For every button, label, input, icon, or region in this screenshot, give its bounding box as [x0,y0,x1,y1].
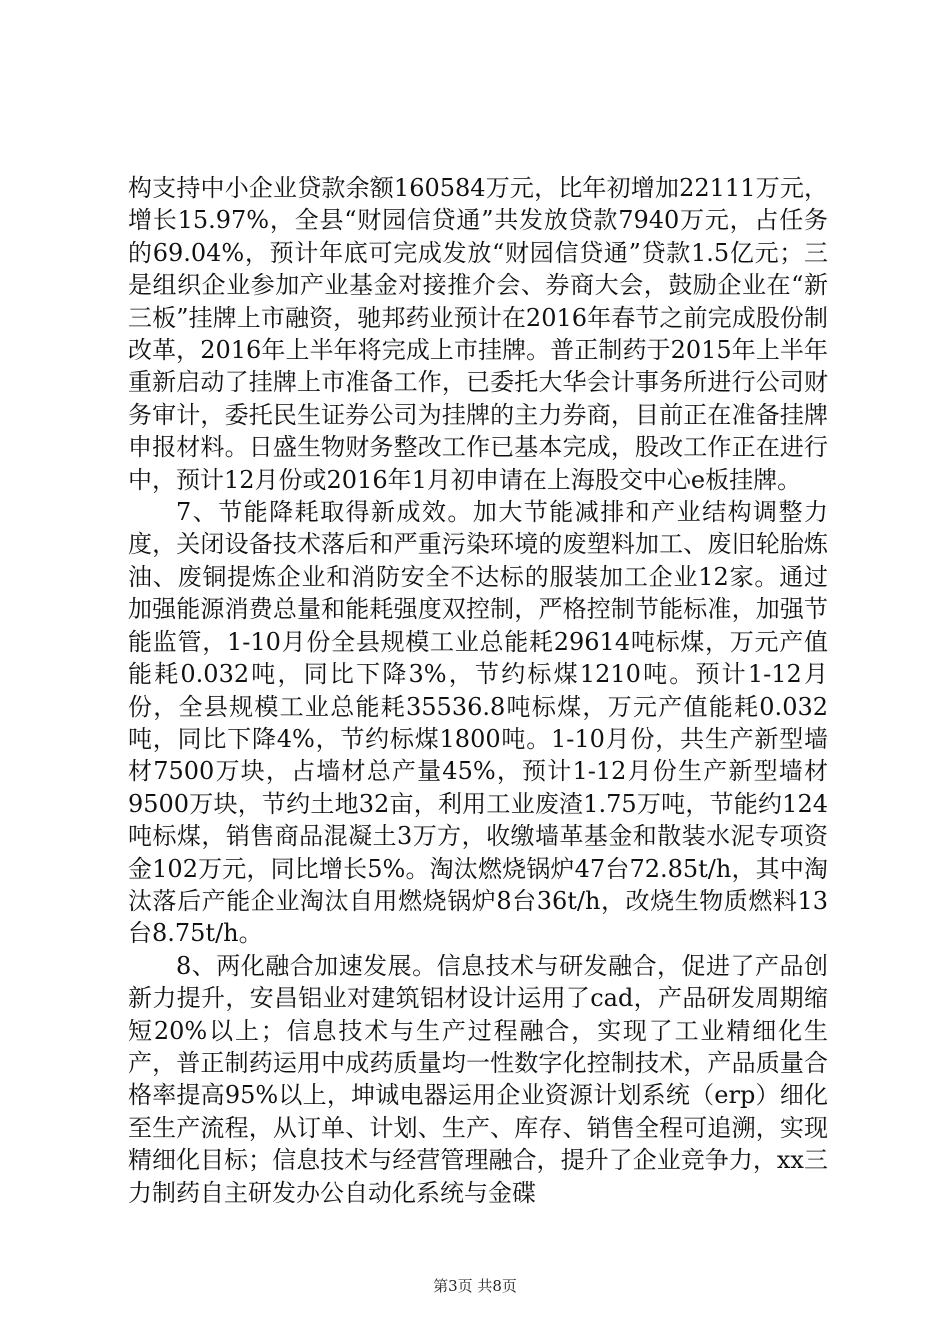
paragraph-energy-saving: 7、节能降耗取得新成效。加大节能减排和产业结构调整力度，关闭设备技术落后和严重污染环境的废塑料加工、废旧轮胎炼油、废铜提炼企业和消防安全不达标的服装加工企业12家。通过加强能源消费总量和能耗强度双控制，严格控制节能标准，加强节能监管，1-10月份全县规模工业总能耗29614吨标煤，万元产值能耗0.032吨，同比下降3%，节约标煤1210吨。预计1-12月份，全县规模工业总能耗35536.8吨标煤，万元产值能耗0.032吨，同比下降4%，节约标煤1800吨。1-10月份，共生产新型墙材7500万块，占墙材总产量45%，预计1-12月份生产新型墙材9500万块，节约土地32亩，利用工业废渣1.75万吨，节能约124吨标煤，销售商品混凝土3万方，收缴墙革基金和散装水泥专项资金102万元，同比增长5%。淘汰燃烧锅炉47台72.85t/h，其中淘汰落后产能企业淘汰自用燃烧锅炉8台36t/h，改烧生物质燃料13台8.75t/h。 [128,498,828,948]
paragraph-informatization: 8、两化融合加速发展。信息技术与研发融合，促进了产品创新力提升，安昌铝业对建筑铝材设计运用了cad，产品研发周期缩短20%以上；信息技术与生产过程融合，实现了工业精细化生产，普正制药运用中成药质量均一性数字化控制技术，产品质量合格率提高95%以上，坤诚电器运用企业资源计划系统（erp）细化至生产流程，从订单、计划、生产、库存、销售全程可追溯，实现精细化目标；信息技术与经营管理融合，提升了企业竞争力，xx三力制药自主研发办公自动化系统与金碟 [128,951,828,1207]
document-body [128,172,828,1209]
page-footer: 第3页 共8页 [433,1277,517,1295]
paragraph-continuation: 构支持中小企业贷款余额160584万元，比年初增加22111万元，增长15.97%，全县“财园信贷通”共发放贷款7940万元，占任务的69.04%，预计年底可完成发放“财园信贷通”贷款1.5亿元；三是组织企业参加产业基金对接推介会、券商大会，鼓励企业在“新三板”挂牌上市融资，驰邦药业预计在2016年春节之前完成股份制改革，2016年上半年将完成上市挂牌。普正制药于2015年上半年重新启动了挂牌上市准备工作，已委托大华会计事务所进行公司财务审计，委托民生证券公司为挂牌的主力券商，目前正在准备挂牌申报材料。日盛生物财务整改工作已基本完成，股改工作正在进行中，预计12月份或2016年1月初申请在上海股交中心e板挂牌。 [128,174,828,494]
